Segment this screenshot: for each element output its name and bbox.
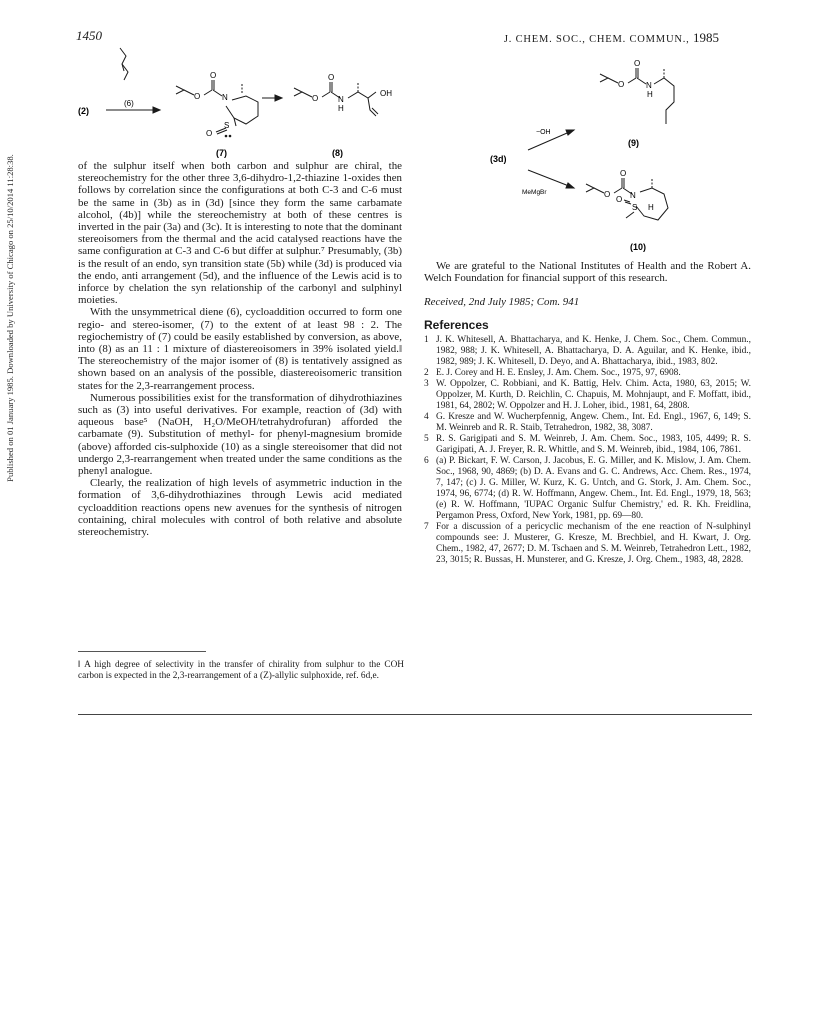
atom-O-sulfinyl-7: O <box>206 129 213 138</box>
compound-6-label: (6) <box>124 99 134 108</box>
compound-9-label: (9) <box>628 138 639 148</box>
reaction-scheme-right <box>488 52 688 252</box>
reference-item <box>424 456 751 522</box>
hydroxyl-group-8: OH <box>380 89 392 98</box>
reagent-hydroxide: −OH <box>536 129 551 136</box>
atom-S-10: S <box>632 203 638 212</box>
atom-O-7: O <box>194 92 201 101</box>
atom-H-9: H <box>647 90 653 99</box>
reference-item <box>424 368 751 379</box>
acknowledgement: We are grateful to the National Institutes of Health and the Robert A. Welch Foundation for financial support of this research. <box>424 260 751 285</box>
reference-item <box>424 522 751 566</box>
references-list <box>424 335 751 566</box>
reference-text: E. J. Corey and H. E. Ensley, J. Am. Chem. Soc., 1975, 97, 6908. <box>436 367 681 378</box>
compound-8-label: (8) <box>332 148 343 158</box>
reference-number: 4 <box>424 411 429 422</box>
received-date: Received, 2nd July 1985; Com. 941 <box>424 296 580 309</box>
atom-O-carbonyl-8: O <box>328 73 335 82</box>
reference-text: For a discussion of a pericyclic mechanism of the ene reaction of N-sulphinyl compounds see: J. Musterer, G. Kresze, M. Brechbiel, and H. Kwart, J. Org. Chem., 1982, 47, 2677; D. M. Tschaen and S. M. Weinreb, Tetrahedron Lett., 1982, 23, 3015; R. Bussas, H. Munsterer, and G. Kresze, J. Org. Chem., 1983, 48, 2828. <box>436 521 751 565</box>
reference-text: J. K. Whitesell, A. Bhattacharya, and K. Henke, J. Chem. Soc., Chem. Commun., 1982, 988; J. K. Whitesell, A. Bhattacharya, D. A. Aguilar, and K. Henke, ibid., 1982, 989; J. K. Whitesell, D. Deyo, and A. Bhattacharya, ibid., 1983, 802. <box>436 334 751 367</box>
reference-item <box>424 434 751 456</box>
atom-H-10: H <box>648 203 654 212</box>
footnote-rule <box>78 651 206 652</box>
reference-number: 2 <box>424 367 429 378</box>
running-head <box>504 30 719 46</box>
footnote: ‖ A high degree of selectivity in the transfer of chirality from sulphur to the COH carbon is expected in the 2,3-rearrangement of a (Z)-allylic sulphoxide, ref. 6d,e. <box>78 660 404 681</box>
atom-O-9: O <box>618 80 625 89</box>
atom-N-8: N <box>338 95 344 104</box>
reference-number: 7 <box>424 521 429 532</box>
paragraph: Numerous possibilities exist for the transformation of dihydrothiazines such as (3) into useful derivatives. For example, reaction of (3d) with aqueous base⁵ (NaOH, H₂O/MeOH/tetrahydrofuran) afforded the carbamate (9). Substitution of methyl- for phenyl-magnesium bromide (above) afforded cis-sulphoxide (10) as a single stereoisomer that did not undergo 2,3-rearrangement when treated under the same conditions as the phenyl analogue. <box>78 391 402 478</box>
body-text-right-column <box>424 260 751 566</box>
compound-2-label: (2) <box>78 106 89 116</box>
atom-N-9: N <box>646 81 652 90</box>
atom-O-carbonyl-7: O <box>210 71 217 80</box>
reference-text: (a) P. Bickart, F. W. Carson, J. Jacobus, E. G. Miller, and K. Mislow, J. Am. Chem. Soc., 1968, 90, 4869; (b) D. A. Evans and G. C. Andrews, Acc. Chem. Res., 1974, 7, 147; (c) J. G. Miller, W. Kurz, K. G. Untch, and G. Stork, J. Am. Chem. Soc., 1974, 96, 6774; (d) R. W. Hoffmann, Angew. Chem., Int. Ed. Engl., 1979, 18, 563; (e) R. W. Hoffmann, 'IUPAC Organic Sulfur Chemistry,' ed. R. Kh. Freidlina, Pergamon Press, Oxford, New York, 1981, pp. 69—80. <box>436 455 751 521</box>
diene-6-structure <box>120 48 128 80</box>
compound-7-label: (7) <box>216 148 227 158</box>
paragraph: Clearly, the realization of high levels of asymmetric induction in the formation of 3,6-dihydrothiazines through Lewis acid mediated cycloaddition reactions opens new avenues for the synthesis of nitrogen containing, chiral molecules with control of both relative and absolute stereochemistry. <box>78 477 402 539</box>
reference-number: 3 <box>424 378 429 389</box>
reference-number: 5 <box>424 433 429 444</box>
journal-name: J. CHEM. SOC., CHEM. COMMUN., <box>503 34 690 45</box>
atom-O-8: O <box>312 94 319 103</box>
atom-H-8: H <box>338 104 344 113</box>
download-stamp: Published on 01 January 1985. Downloaded by University of Chicago on 25/10/2014 11:28:38. <box>5 154 15 482</box>
atom-S-7: S <box>224 121 230 130</box>
compound-10-label: (10) <box>630 242 647 252</box>
reference-text: G. Kresze and W. Wucherpfennig, Angew. Chem., Int. Ed. Engl., 1967, 6, 149; S. M. Weinreb and R. R. Staib, Tetrahedron, 1982, 38, 3087. <box>436 411 751 433</box>
reference-text: W. Oppolzer, C. Robbiani, and K. Battig, Helv. Chim. Acta, 1980, 63, 2015; W. Oppolzer, M. Kurth, D. Reichlin, C. Chapuis, M. Mohnjaupt, and F. Moffatt, ibid., 1981, 64, 2802; W. Oppolzer and H. J. Loher, ibid., 1981, 64, 2808. <box>436 378 751 411</box>
reference-text: R. S. Garigipati and S. M. Weinreb, J. Am. Chem. Soc., 1983, 105, 4499; R. S. Garigipati, A. J. Freyer, R. R. Whittle, and S. M. Weinreb, ibid., 1984, 106, 7861. <box>436 433 751 455</box>
compound-3d-label: (3d) <box>490 154 507 164</box>
journal-year: 1985 <box>693 30 719 45</box>
atom-O-10: O <box>604 190 611 199</box>
reference-number: 6 <box>424 455 429 466</box>
reference-item <box>424 379 751 412</box>
references-heading: References <box>424 317 489 332</box>
reagent-methylmagnesium-bromide: MeMgBr <box>522 189 547 196</box>
atom-N-10: N <box>630 191 636 200</box>
atom-O-carbonyl-9: O <box>634 59 641 68</box>
reference-item <box>424 335 751 368</box>
reference-number: 1 <box>424 334 429 345</box>
body-text-left-column <box>78 160 402 538</box>
reaction-scheme-left <box>76 44 416 160</box>
page-bottom-rule <box>78 714 752 715</box>
page-number: 1450 <box>76 28 102 43</box>
reference-item <box>424 412 751 434</box>
paragraph: With the unsymmetrical diene (6), cycloaddition occurred to form one regio- and stereo-isomer, (7) to the extent of at least 98 : 2. The regiochemistry of (7) could be easily established by conversion, as above, into (8) as an 11 : 1 mixture of diastereoisomers in 39% isolated yield.‖ The stereochemistry of the major isomer of (8) is tentatively assigned as shown based on an analysis of the possible, diastereoisomeric transition states for the 2,3-rearrangement process. <box>78 306 402 392</box>
paragraph: of the sulphur itself when both carbon and sulphur are chiral, the stereochemistry for the other three 3,6-dihydro-1,2-thiazine 1-oxides then follows by correlation since the configurations at both C-3 and C-6 must be the same in (3b) as in (3d) [since they form the same carbamate alcohol, (4b)] while the stereochemistry at both of these centres is inverted in the pair (3a) and (3c). It is interesting to note that the dominant stereoisomers from the thermal and the acid catalysed reactions have the same configuration at C-3 and C-6 but differ at sulphur.⁷ Presumably, (3b) is the result of an endo, syn transition state (5b) while (3d) is produced via the endo, anti arrangement (5d), and the influence of the Lewis acid is to inforce by chelation the syn relationship of the carbonyl and sulphinyl moieties. <box>78 160 402 307</box>
atom-O-sulfinyl-10: O <box>616 195 623 204</box>
atom-O-carbonyl-10: O <box>620 169 627 178</box>
atom-N-7: N <box>222 93 228 102</box>
